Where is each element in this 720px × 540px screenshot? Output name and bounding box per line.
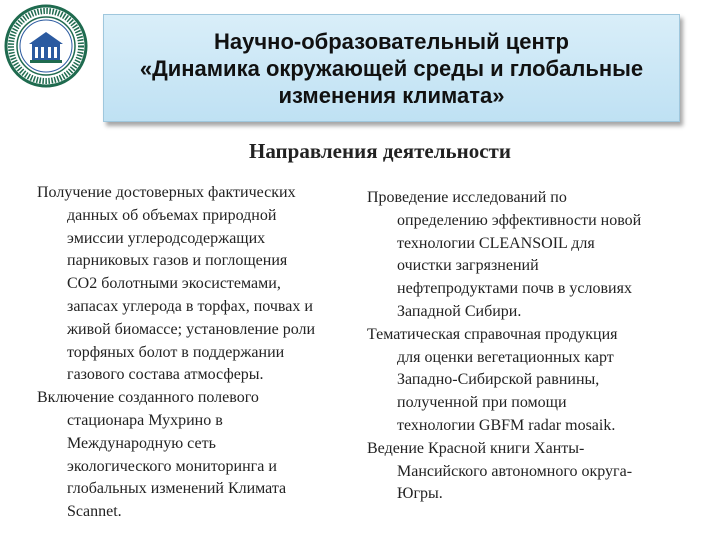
list-item: Тематическая справочная продукция для оценки вегетационных карт Западно-Сибирской равнины, полученной при помощи технологии GBFM radar mosaik.	[367, 325, 618, 434]
title-line-2: «Динамика окружающей среды и глобальные	[139, 55, 644, 81]
title-banner	[103, 14, 680, 122]
section-heading: Направления деятельности	[249, 139, 511, 163]
list-item: Ведение Красной книги Ханты- Мансийского автономного округа- Югры.	[367, 439, 633, 503]
right-column	[367, 187, 697, 506]
title-line-3: изменения климата»	[278, 82, 505, 108]
left-column	[37, 182, 367, 524]
list-item: Включение созданного полевого стационара Мухрино в Международную сеть экологического мониторинга и глобальных изменений Климата Scannet.	[37, 389, 287, 521]
university-seal-icon	[4, 4, 88, 88]
title-line-1: Научно-образовательный центр	[214, 28, 569, 54]
list-item: Проведение исследований по определению эффективности новой технологии CLEANSOIL для очистки загрязнений нефтепродуктами почв в условиях Западной Сибири.	[367, 189, 642, 320]
list-item: Получение достоверных фактических данных об объемах природной эмиссии углеродсодержащих парниковых газов и поглощения СО2 болотными экосистемами, запасах углерода в торфах, почвах и живой биомассе; установление роли торфяных болот в поддержании газового состава атмосферы.	[37, 184, 316, 384]
